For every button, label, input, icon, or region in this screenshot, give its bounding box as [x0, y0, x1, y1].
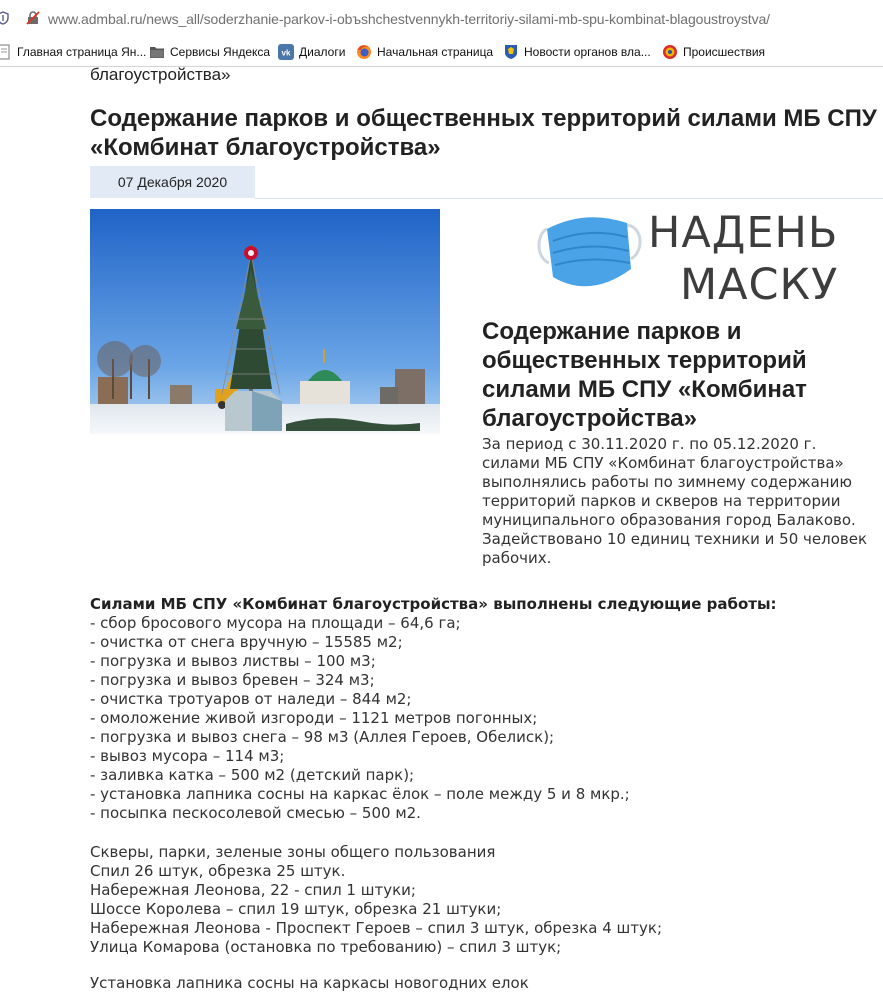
article-lead [482, 435, 883, 568]
bookmark-label: Новости органов вла... [524, 45, 651, 59]
bookmark-start-page[interactable] [356, 44, 493, 60]
bookmark-yandex-services[interactable] [149, 44, 270, 60]
list-item: - установка лапника сосны на каркас ёлок – поле между 5 и 8 мкр.; [90, 785, 630, 803]
works-heading: Силами МБ СПУ «Комбинат благоустройства» выполнены следующие работы: [90, 595, 777, 613]
lead-line: силами МБ СПУ «Комбинат благоустройства» [482, 454, 844, 472]
article-title: Содержание парков и общественных территорий силами МБ СПУ «Комбинат благоустройства» [90, 105, 877, 161]
date-divider [255, 198, 883, 199]
list-item: - погрузка и вывоз снега – 98 м3 (Аллея Героев, Обелиск); [90, 728, 555, 746]
list-item: - омоложение живой изгороди – 1121 метров погонных; [90, 709, 538, 727]
address-bar[interactable] [0, 0, 883, 38]
lead-line: выполнялись работы по зимнему содержанию [482, 473, 852, 491]
emblem-icon [503, 44, 519, 60]
banner-text-line2: МАСКУ [680, 260, 839, 310]
date-badge: 07 Декабря 2020 [90, 166, 255, 198]
paragraph-line: Шоссе Королева – спил 19 штук, обрезка 21 штуки; [90, 900, 502, 918]
svg-text:vk: vk [281, 48, 291, 58]
list-item: - погрузка и вывоз листвы – 100 м3; [90, 652, 376, 670]
works-list [90, 595, 777, 823]
bookmark-label: Диалоги [299, 45, 346, 59]
banner-text-line1: НАДЕНЬ [648, 208, 839, 258]
bookmark-incidents[interactable] [662, 44, 765, 60]
insecure-lock-icon[interactable] [26, 11, 40, 25]
bookmark-label: Сервисы Яндекса [170, 45, 271, 59]
list-item: - заливка катка – 500 м2 (детский парк); [90, 766, 415, 784]
bookmarks-bar [0, 38, 883, 67]
paragraph-line: Набережная Леонова - Проспект Героев – спил 3 штук, обрезка 4 штук; [90, 919, 663, 937]
paragraph-line: Спил 26 штук, обрезка 25 штук. [90, 862, 346, 880]
list-item: - сбор бросового мусора на площади – 64,6 га; [90, 614, 461, 632]
previous-item-title[interactable]: благоустройства» [90, 67, 231, 84]
paragraph-line: Улица Комарова (остановка по требованию) – спил 3 штук; [90, 938, 562, 956]
emergency-emblem-icon [662, 44, 678, 60]
lead-line: муниципального образования город Балаково. [482, 511, 856, 529]
list-item: - очистка тротуаров от наледи – 844 м2; [90, 690, 412, 708]
lead-line: рабочих. [482, 549, 552, 567]
news-photo [90, 209, 440, 434]
bookmark-gov-news[interactable] [503, 44, 651, 60]
paragraph-line: Установка лапника сосны на каркасы новогодних елок [90, 974, 529, 992]
folder-icon [149, 44, 165, 60]
lead-line: территорий парков и скверов на территории [482, 492, 841, 510]
list-item: - очистка от снега вручную – 15585 м2; [90, 633, 403, 651]
article-subtitle: Содержание парков и общественных территорий силами МБ СПУ «Комбинат благоустройства» [482, 318, 807, 432]
bookmark-label: Начальная страница [377, 45, 494, 59]
paragraph-line: Набережная Леонова, 22 - спил 1 штуки; [90, 881, 416, 899]
yandex-page-icon [0, 44, 12, 60]
lead-line: Задействовано 10 единиц техники и 50 человек [482, 530, 868, 548]
list-item: - посыпка пескосолевой смесью – 500 м2. [90, 804, 421, 822]
list-item: - погрузка и вывоз бревен – 324 м3; [90, 671, 375, 689]
parks-section [90, 843, 662, 957]
bookmark-label: Происшествия [683, 45, 766, 59]
shield-icon[interactable] [0, 11, 9, 25]
paragraph-line: Скверы, парки, зеленые зоны общего пользования [90, 843, 496, 861]
list-item: - вывоз мусора – 114 м3; [90, 747, 285, 765]
url-text[interactable]: www.admbal.ru/news_all/soderzhanie-parkov-i-obъshchestvennykh-territoriy-silami-mb-spu-kombinat-blagoustroystva/ [48, 11, 770, 27]
page-content [0, 67, 883, 1000]
firefox-icon [356, 44, 372, 60]
bookmark-yandex-home[interactable] [0, 44, 146, 60]
vk-icon [278, 44, 294, 60]
bookmark-dialogs[interactable] [278, 44, 345, 60]
bookmark-label: Главная страница Ян... [17, 45, 147, 59]
lead-line: За период с 30.11.2020 г. по 05.12.2020 г. [482, 435, 817, 453]
